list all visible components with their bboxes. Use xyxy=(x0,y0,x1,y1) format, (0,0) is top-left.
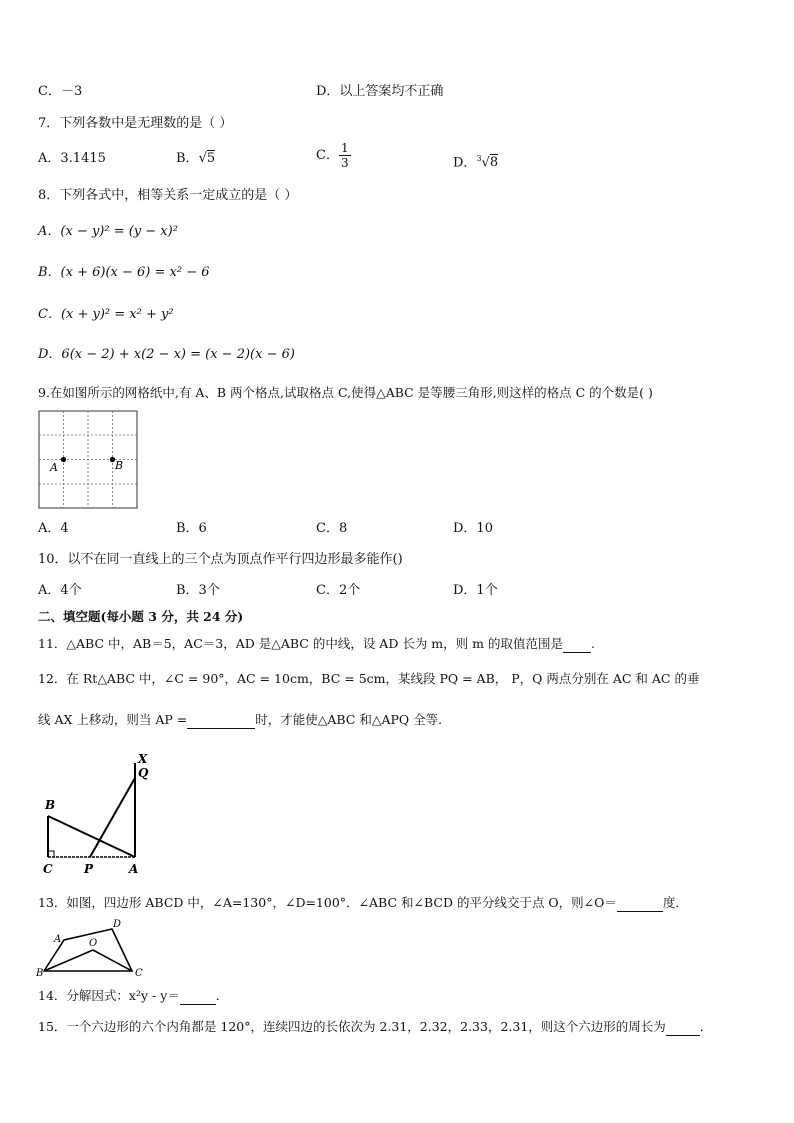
q12-line2-post: 时，才能使△ABC 和△APQ 全等. xyxy=(255,712,443,727)
q7-option-d xyxy=(453,150,498,172)
q10-option-b: B．3个 xyxy=(176,583,220,598)
fraction-numerator: 1 xyxy=(340,141,349,155)
label-x: X xyxy=(138,752,148,766)
q7-stem: 7．下列各数中是无理数的是（ ） xyxy=(38,116,233,131)
q13-answer-blank xyxy=(617,897,663,912)
q11-answer-blank xyxy=(563,638,591,653)
section-title: 二、填空题(每小题 3 分，共 24 分) xyxy=(38,609,244,624)
q9-grid-figure xyxy=(38,410,140,510)
q14 xyxy=(38,987,228,1005)
segment-ab xyxy=(48,816,135,857)
q8-option-d: D．6(x − 2) + x(2 − x) = (x − 2)(x − 6) xyxy=(38,347,295,362)
q15-end: ． xyxy=(699,1019,713,1034)
q14-text: 14．分解因式：x²y - y＝ xyxy=(38,988,180,1003)
q13-figure xyxy=(36,916,146,980)
q7-option-c-fraction xyxy=(339,141,351,170)
sqrt-symbol: √ xyxy=(198,151,207,166)
q7-option-a: A．3.1415 xyxy=(38,151,106,166)
segment-pq xyxy=(90,778,135,857)
q15-answer-blank xyxy=(666,1021,700,1036)
q7-option-c xyxy=(316,141,351,170)
grid-point-a xyxy=(61,457,66,462)
q9-option-d: D．10 xyxy=(453,521,493,536)
q15 xyxy=(38,1018,712,1036)
cbrt-symbol: √ xyxy=(481,155,490,171)
label-a: A xyxy=(129,862,139,876)
q13-text: 13．如图，四边形 ABCD 中，∠A=130°，∠D=100°．∠ABC 和∠BCD 的平分线交于点 O，则∠O＝ xyxy=(38,895,617,910)
q7-option-b-radicand: 5 xyxy=(206,151,216,166)
q13-end: 度． xyxy=(662,895,688,910)
bisectors-bo-co xyxy=(44,950,132,971)
label-a: A xyxy=(50,461,58,474)
q11-text: 11．△ABC 中，AB＝5，AC＝3，AD 是△ABC 的中线，设 AD 长为 m，则 m 的取值范围是 xyxy=(38,636,563,651)
q7-option-d-prefix: D． xyxy=(453,155,477,171)
q10-stem: 10．以不在同一直线上的三个点为顶点作平行四边形最多能作() xyxy=(38,552,403,567)
label-b: B xyxy=(36,968,44,979)
q12-answer-blank xyxy=(187,714,255,729)
q13 xyxy=(38,894,688,912)
label-q: Q xyxy=(138,766,149,780)
q8-option-b: B．(x + 6)(x − 6) = x² − 6 xyxy=(38,265,210,280)
q9-option-c: C．8 xyxy=(316,521,348,536)
label-b: B xyxy=(115,459,124,472)
q12-line2-pre: 线 AX 上移动，则当 AP = xyxy=(38,712,188,727)
label-a: A xyxy=(54,934,62,945)
q14-answer-blank xyxy=(180,990,216,1005)
q7-option-b-prefix: B． xyxy=(176,151,199,166)
q9-stem: 9.在如图所示的网格纸中,有 A、B 两个格点,试取格点 C,使得△ABC 是等腰三角形,则这样的格点 C 的个数是( ) xyxy=(38,385,653,400)
q9-option-a: A．4 xyxy=(38,521,69,536)
q6-option-d: D．以上答案均不正确 xyxy=(316,84,444,99)
q7-option-c-prefix: C． xyxy=(316,148,339,163)
label-c: C xyxy=(43,862,53,876)
label-c: C xyxy=(135,968,143,979)
q8-option-c: C．(x + y)² = x² + y² xyxy=(38,307,174,322)
label-d: D xyxy=(113,919,122,930)
q8-option-a: A．(x − y)² = (y − x)² xyxy=(38,224,178,239)
q7-option-d-radicand: 8 xyxy=(489,155,499,171)
fraction-denominator: 3 xyxy=(340,156,349,170)
q11-end: . xyxy=(590,636,595,651)
q10-option-a: A．4个 xyxy=(38,583,82,598)
label-b: B xyxy=(45,798,56,812)
q12-line2 xyxy=(38,711,442,729)
q9-option-b: B．6 xyxy=(176,521,207,536)
q14-end: ． xyxy=(215,988,229,1003)
label-p: P xyxy=(84,862,94,876)
q15-text: 15．一个六边形的六个内角都是 120°，连续四边的长依次为 2.31，2.32，2.33，2.31，则这个六边形的周长为 xyxy=(38,1019,666,1034)
q12-line1: 12．在 Rt△ABC 中，∠C = 90°，AC = 10cm，BC = 5cm，某线段 PQ = AB， P，Q 两点分别在 AC 和 AC 的垂 xyxy=(38,671,700,686)
label-o: O xyxy=(89,938,98,949)
q10-option-c: C．2个 xyxy=(316,583,361,598)
q6-option-c: C．－3 xyxy=(38,84,83,99)
q8-stem: 8．下列各式中，相等关系一定成立的是（ ） xyxy=(38,188,298,203)
q12-figure xyxy=(38,748,168,878)
q11 xyxy=(38,635,595,653)
q7-option-b xyxy=(176,150,215,168)
cube-root-index: 3 xyxy=(476,154,482,163)
q10-option-d: D．1个 xyxy=(453,583,498,598)
